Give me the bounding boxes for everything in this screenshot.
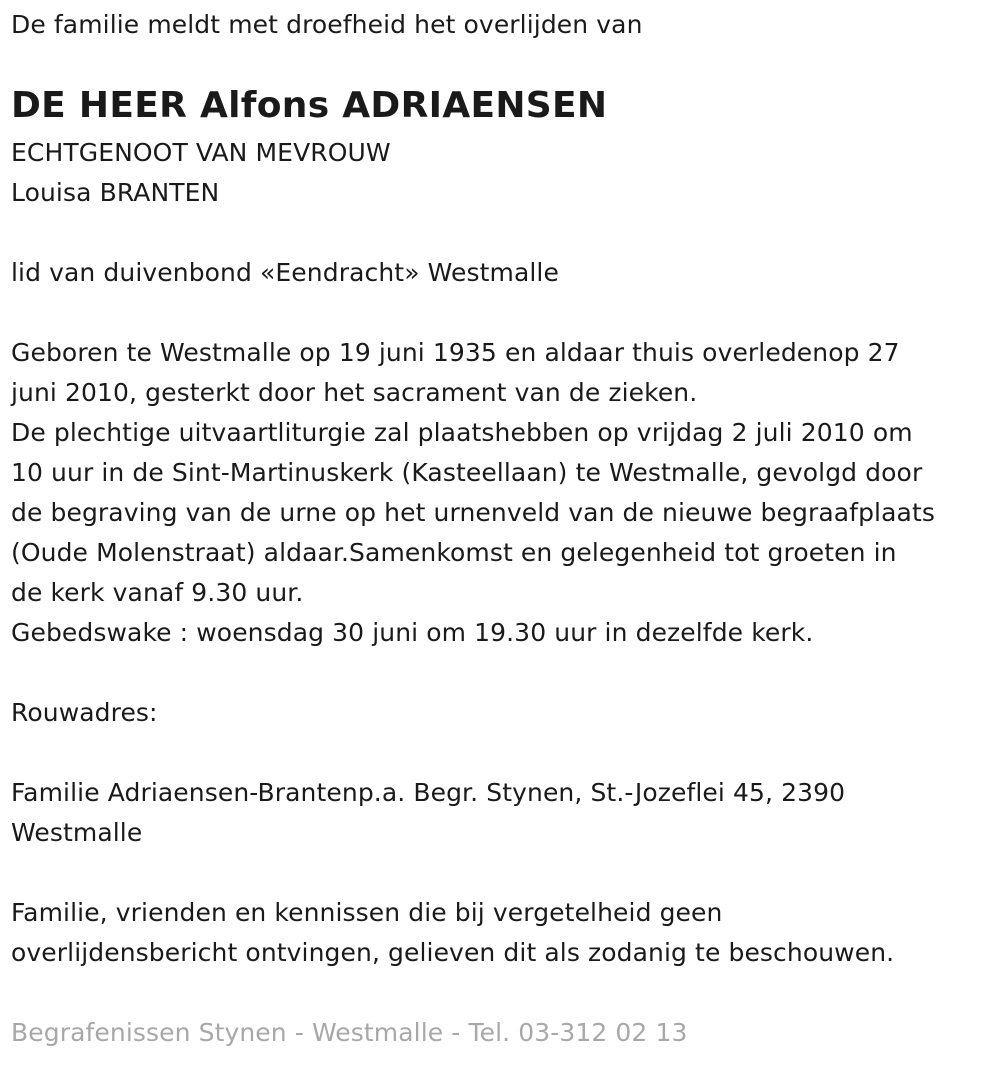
details-line: (Oude Molenstraat) aldaar.Samenkomst en gelegenheid tot groeten in: [11, 538, 897, 567]
details-line: de begraving van de urne op het urnenveld van de nieuwe begraafplaats: [11, 498, 935, 527]
address-line: Westmalle: [11, 818, 143, 847]
details-line: Gebedswake : woensdag 30 juni om 19.30 uur in dezelfde kerk.: [11, 618, 814, 647]
funeral-home-footer: Begrafenissen Stynen - Westmalle - Tel. 03-312 02 13: [11, 1018, 688, 1047]
closing-block: [11, 893, 894, 973]
spouse-line-1: ECHTGENOOT VAN MEVROUW: [11, 138, 391, 167]
deceased-name: DE HEER Alfons ADRIAENSEN: [11, 85, 608, 126]
details-line: de kerk vanaf 9.30 uur.: [11, 578, 304, 607]
details-line: juni 2010, gesterkt door het sacrament van de zieken.: [11, 378, 698, 407]
intro-text: De familie meldt met droefheid het overlijden van: [11, 10, 643, 39]
address-line: Familie Adriaensen-Brantenp.a. Begr. Stynen, St.-Jozeflei 45, 2390: [11, 778, 846, 807]
details-line: Geboren te Westmalle op 19 juni 1935 en aldaar thuis overledenop 27: [11, 338, 900, 367]
closing-line: Familie, vrienden en kennissen die bij vergetelheid geen: [11, 898, 723, 927]
spouse-block: [11, 133, 391, 213]
address-block: [11, 773, 845, 853]
details-line: De plechtige uitvaartliturgie zal plaatshebben op vrijdag 2 juli 2010 om: [11, 418, 913, 447]
address-label-block: [11, 693, 158, 733]
membership-text: lid van duivenbond «Eendracht» Westmalle: [11, 258, 559, 287]
details-block: [11, 333, 935, 653]
address-label: Rouwadres:: [11, 698, 158, 727]
details-line: 10 uur in de Sint-Martinuskerk (Kasteellaan) te Westmalle, gevolgd door: [11, 458, 923, 487]
closing-line: overlijdensbericht ontvingen, gelieven dit als zodanig te beschouwen.: [11, 938, 895, 967]
spouse-line-2: Louisa BRANTEN: [11, 178, 220, 207]
membership-block: [11, 253, 559, 293]
